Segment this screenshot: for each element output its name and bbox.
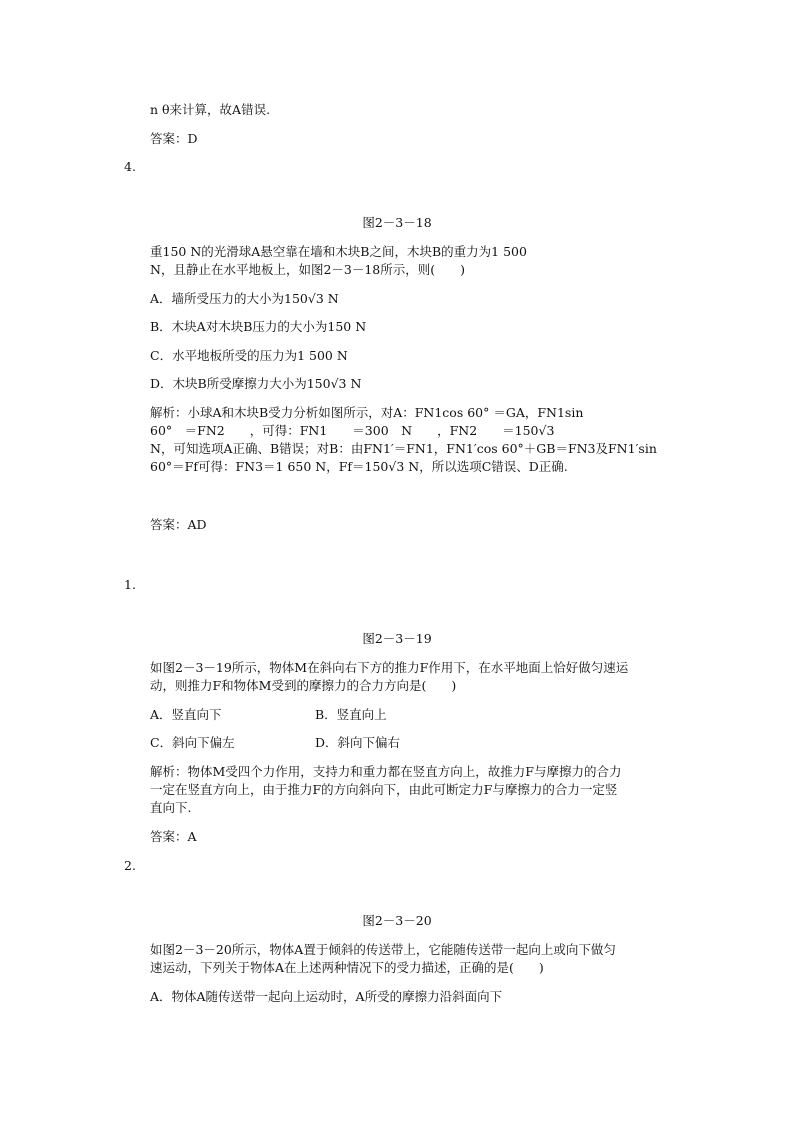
figure-caption: 图2－3－20 bbox=[362, 913, 432, 928]
question-stem-line: N，且静止在水平地板上，如图2－3－18所示，则( ) bbox=[150, 262, 466, 277]
analysis-line: 60° ＝FN2 ，可得：FN1 ＝300 N ，FN2 ＝150√3 bbox=[150, 423, 555, 438]
option-c: C．水平地板所受的压力为1 500 N bbox=[150, 348, 348, 363]
option-a: A．墙所受压力的大小为150√3 N bbox=[150, 291, 339, 306]
option-b: B．竖直向上 bbox=[315, 707, 387, 722]
question-number: 2. bbox=[124, 858, 136, 873]
question-stem-line: 动，则推力F和物体M受到的摩擦力的合力方向是( ) bbox=[150, 678, 457, 693]
figure-caption: 图2－3－19 bbox=[362, 631, 432, 646]
answer-line: 答案：D bbox=[150, 131, 198, 146]
option-b: B．木块A对木块B压力的大小为150 N bbox=[150, 319, 367, 334]
question-stem-line: 如图2－3－20所示，物体A置于倾斜的传送带上，它能随传送带一起向上或向下做匀 bbox=[150, 942, 616, 957]
option-c: C．斜向下偏左 bbox=[150, 735, 235, 750]
question-stem-line: 重150 N的光滑球A悬空靠在墙和木块B之间，木块B的重力为1 500 bbox=[150, 244, 527, 259]
option-d: D．斜向下偏右 bbox=[315, 735, 401, 750]
option-a: A．竖直向下 bbox=[150, 707, 222, 722]
answer-line: 答案：A bbox=[150, 829, 197, 844]
analysis-line: 60°＝Ff可得：FN3＝1 650 N，Ff＝150√3 N，所以选项C错误、D正确. bbox=[150, 459, 568, 474]
analysis-line: 一定在竖直方向上，由于推力F的方向斜向下，由此可断定力F与摩擦力的合力一定竖 bbox=[150, 782, 618, 797]
figure-caption: 图2－3－18 bbox=[362, 215, 432, 230]
text-line: n θ来计算，故A错误. bbox=[150, 102, 271, 117]
answer-line: 答案：AD bbox=[150, 517, 207, 532]
option-a: A．物体A随传送带一起向上运动时，A所受的摩擦力沿斜面向下 bbox=[150, 989, 503, 1004]
option-d: D．木块B所受摩擦力大小为150√3 N bbox=[150, 376, 362, 391]
analysis-line: 直向下. bbox=[150, 800, 192, 815]
analysis-line: N，可知选项A正确、B错误；对B：由FN1′＝FN1，FN1′cos 60°＋GB＝FN3及FN1′sin bbox=[150, 441, 657, 456]
question-stem-line: 速运动，下列关于物体A在上述两种情况下的受力描述，正确的是( ) bbox=[150, 960, 544, 975]
analysis-line: 解析：小球A和木块B受力分析如图所示，对A：FN1cos 60° ＝GA，FN1sin bbox=[150, 405, 584, 420]
question-number: 1. bbox=[124, 577, 136, 592]
question-number: 4. bbox=[124, 159, 136, 174]
analysis-line: 解析：物体M受四个力作用，支持力和重力都在竖直方向上，故推力F与摩擦力的合力 bbox=[150, 764, 622, 779]
question-stem-line: 如图2－3－19所示，物体M在斜向右下方的推力F作用下，在水平地面上恰好做匀速运 bbox=[150, 660, 629, 675]
